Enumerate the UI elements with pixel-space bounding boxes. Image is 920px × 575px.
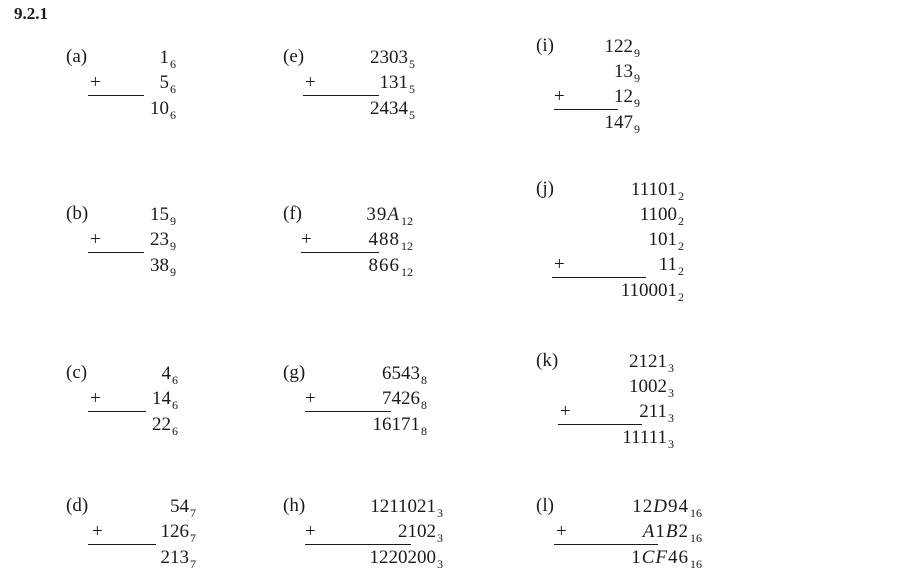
sum-base: 3	[437, 557, 443, 571]
sum-rule	[305, 411, 391, 412]
addend	[659, 253, 684, 278]
addend-base: 8	[421, 398, 427, 412]
addend	[370, 46, 415, 71]
addend	[382, 362, 427, 387]
sum-digits: 213	[160, 547, 189, 568]
addend	[366, 203, 413, 228]
sum-rule	[558, 424, 642, 425]
addend-digits: 122	[604, 36, 633, 57]
plus-sign: +	[90, 229, 101, 250]
sum-rule	[305, 544, 411, 545]
addend	[629, 375, 674, 400]
addend	[643, 520, 702, 545]
sum-digits: 147	[604, 112, 633, 133]
addend-base: 9	[170, 239, 176, 253]
problem-label: (j)	[536, 178, 554, 199]
addend	[632, 495, 702, 520]
addend-base: 3	[668, 386, 674, 400]
sum	[622, 426, 674, 451]
addend-digits: 54	[170, 496, 189, 517]
plus-sign: +	[301, 229, 312, 250]
addend-base: 9	[634, 96, 640, 110]
plus-sign: +	[305, 72, 316, 93]
addend-row	[580, 203, 684, 228]
addend-base: 5	[409, 82, 415, 96]
addend	[614, 85, 640, 110]
addend-base: 8	[421, 373, 427, 387]
addend	[640, 203, 684, 228]
addend-digits: 39A	[366, 204, 400, 225]
sum-row	[580, 279, 684, 304]
sum-base: 12	[401, 265, 413, 279]
addend-base: 12	[401, 239, 413, 253]
addend-digits: 4	[161, 363, 171, 384]
addend-row	[106, 71, 176, 96]
sum-rule	[554, 544, 658, 545]
addend-digits: 1	[159, 47, 169, 68]
addend-base: 9	[634, 71, 640, 85]
addend-base: 9	[634, 46, 640, 60]
sum	[161, 546, 197, 571]
addend-base: 3	[668, 361, 674, 375]
addend-digits: 11101	[630, 179, 677, 200]
addend-base: 6	[172, 373, 178, 387]
addend-digits: 1211021	[370, 496, 436, 517]
sum	[373, 413, 428, 438]
sum-rule	[554, 109, 618, 110]
addend-row	[580, 178, 684, 203]
addend	[631, 178, 684, 203]
plus-sign: +	[90, 388, 101, 409]
addend	[162, 362, 179, 387]
addend	[398, 520, 443, 545]
addend	[639, 400, 674, 425]
addend-base: 9	[170, 214, 176, 228]
addend	[150, 228, 176, 253]
addend-base: 2	[678, 264, 684, 278]
addend-base: 7	[190, 531, 196, 545]
addend-digits: 131	[379, 72, 408, 93]
addend-base: 16	[690, 506, 702, 520]
addend	[160, 71, 177, 96]
addend-row	[323, 520, 443, 545]
problem-label: (i)	[536, 35, 554, 56]
sum-base: 8	[421, 424, 427, 438]
addend-row	[323, 71, 415, 96]
addend-digits: 2102	[398, 521, 436, 542]
addend-row	[576, 350, 674, 375]
plus-sign: +	[554, 254, 565, 275]
sum-rule	[301, 252, 379, 253]
sum-digits: 2434	[370, 98, 408, 119]
addend	[649, 228, 685, 253]
addend-digits: 2121	[629, 351, 667, 372]
addend	[170, 495, 196, 520]
addend-digits: 13	[614, 61, 633, 82]
addend-row	[572, 85, 640, 110]
addend-row	[317, 203, 413, 228]
addend-digits: 101	[648, 229, 677, 250]
addend	[150, 203, 176, 228]
sum	[369, 254, 414, 279]
addend-base: 6	[170, 57, 176, 71]
addend-digits: 1002	[629, 376, 667, 397]
addend-row	[580, 253, 684, 278]
addend-base: 7	[190, 506, 196, 520]
sum-row	[572, 111, 640, 136]
sum-digits: 1220200	[369, 547, 436, 568]
problem-label: (h)	[283, 495, 306, 516]
sum-row	[317, 254, 413, 279]
sum-rule	[88, 252, 144, 253]
addend-row	[576, 495, 702, 520]
addend	[152, 387, 178, 412]
addend-base: 12	[401, 214, 413, 228]
section-heading: 9.2.1	[14, 4, 48, 23]
addend	[160, 46, 177, 71]
sum	[605, 111, 641, 136]
sum-base: 3	[668, 437, 674, 451]
sum-base: 9	[634, 122, 640, 136]
addend-digits: 126	[160, 521, 189, 542]
addend-digits: 2303	[370, 47, 408, 68]
addend	[380, 71, 416, 96]
problem-label: (a)	[66, 46, 88, 67]
problem-label: (c)	[66, 362, 88, 383]
addend	[369, 228, 414, 253]
addend-base: 3	[668, 411, 674, 425]
addend	[382, 387, 427, 412]
addend-base: 5	[409, 57, 415, 71]
problem-label: (f)	[283, 203, 302, 224]
addend-row	[106, 203, 176, 228]
sum	[621, 279, 684, 304]
sum	[150, 97, 176, 122]
addend-base: 16	[690, 531, 702, 545]
addend-digits: 14	[152, 388, 171, 409]
addend-row	[106, 495, 196, 520]
sum-row	[323, 97, 415, 122]
addend-row	[323, 495, 443, 520]
sum-base: 6	[170, 108, 176, 122]
addend	[161, 520, 197, 545]
sum-rule	[88, 544, 156, 545]
sum-base: 9	[170, 265, 176, 279]
problem-label: (k)	[536, 350, 559, 371]
plus-sign: +	[305, 388, 316, 409]
addend-row	[323, 46, 415, 71]
addend-row	[106, 362, 178, 387]
sum-row	[576, 546, 702, 571]
sum-row	[323, 546, 443, 571]
addend-base: 6	[170, 82, 176, 96]
addend-row	[323, 362, 427, 387]
addend-digits: A1B2	[642, 521, 689, 542]
addend-row	[576, 375, 674, 400]
sum-base: 16	[690, 557, 702, 571]
addend-digits: 23	[150, 229, 169, 250]
plus-sign: +	[554, 86, 565, 107]
addend	[370, 495, 443, 520]
addend-digits: 1100	[639, 204, 677, 225]
addend	[605, 35, 641, 60]
addend-row	[572, 60, 640, 85]
addend-digits: 12D94	[632, 496, 689, 517]
addend-row	[106, 46, 176, 71]
sum-digits: 1CF46	[631, 547, 689, 568]
sum-digits: 10	[150, 98, 169, 119]
plus-sign: +	[560, 401, 571, 422]
sum-base: 6	[172, 424, 178, 438]
sum-digits: 38	[150, 255, 169, 276]
addend-row	[580, 228, 684, 253]
addend-base: 3	[437, 506, 443, 520]
sum-base: 5	[409, 108, 415, 122]
addend-digits: 15	[150, 204, 169, 225]
sum-base: 7	[190, 557, 196, 571]
addend-row	[323, 387, 427, 412]
plus-sign: +	[92, 521, 103, 542]
sum	[150, 254, 176, 279]
addend-row	[576, 400, 674, 425]
plus-sign: +	[305, 521, 316, 542]
addend-base: 3	[437, 531, 443, 545]
sum	[152, 413, 178, 438]
sum-row	[106, 254, 176, 279]
sum-rule	[303, 95, 379, 96]
sum	[370, 546, 444, 571]
addend-base: 2	[678, 214, 684, 228]
problem-label: (l)	[536, 495, 554, 516]
sum-base: 2	[678, 290, 684, 304]
sum-digits: 866	[368, 255, 400, 276]
addend-digits: 211	[639, 401, 667, 422]
sum-row	[323, 413, 427, 438]
sum	[370, 97, 415, 122]
addend-row	[106, 520, 196, 545]
problem-label: (b)	[66, 203, 89, 224]
sum	[631, 546, 702, 571]
addend-row	[572, 35, 640, 60]
problem-label: (e)	[283, 46, 305, 67]
problem-label: (d)	[66, 495, 89, 516]
sum-row	[576, 426, 674, 451]
sum-digits: 11111	[622, 427, 667, 448]
addend-row	[317, 228, 413, 253]
addend-digits: 5	[159, 72, 169, 93]
sum-digits: 22	[152, 414, 171, 435]
addend-row	[106, 387, 178, 412]
addend-base: 2	[678, 239, 684, 253]
addend-digits: 11	[658, 254, 677, 275]
addend	[614, 60, 640, 85]
addend	[629, 350, 674, 375]
sum-row	[106, 413, 178, 438]
addend-base: 6	[172, 398, 178, 412]
addend-base: 2	[678, 189, 684, 203]
addend-digits: 12	[614, 86, 633, 107]
problem-label: (g)	[283, 362, 306, 383]
addend-row	[576, 520, 702, 545]
sum-row	[106, 546, 196, 571]
sum-digits: 110001	[620, 280, 677, 301]
addend-digits: 488	[368, 229, 400, 250]
sum-row	[106, 97, 176, 122]
plus-sign: +	[90, 72, 101, 93]
sum-digits: 16171	[372, 414, 420, 435]
addend-digits: 7426	[382, 388, 420, 409]
addend-row	[106, 228, 176, 253]
sum-rule	[88, 411, 146, 412]
plus-sign: +	[556, 521, 567, 542]
sum-rule	[88, 95, 144, 96]
addend-digits: 6543	[382, 363, 420, 384]
sum-rule	[552, 277, 646, 278]
